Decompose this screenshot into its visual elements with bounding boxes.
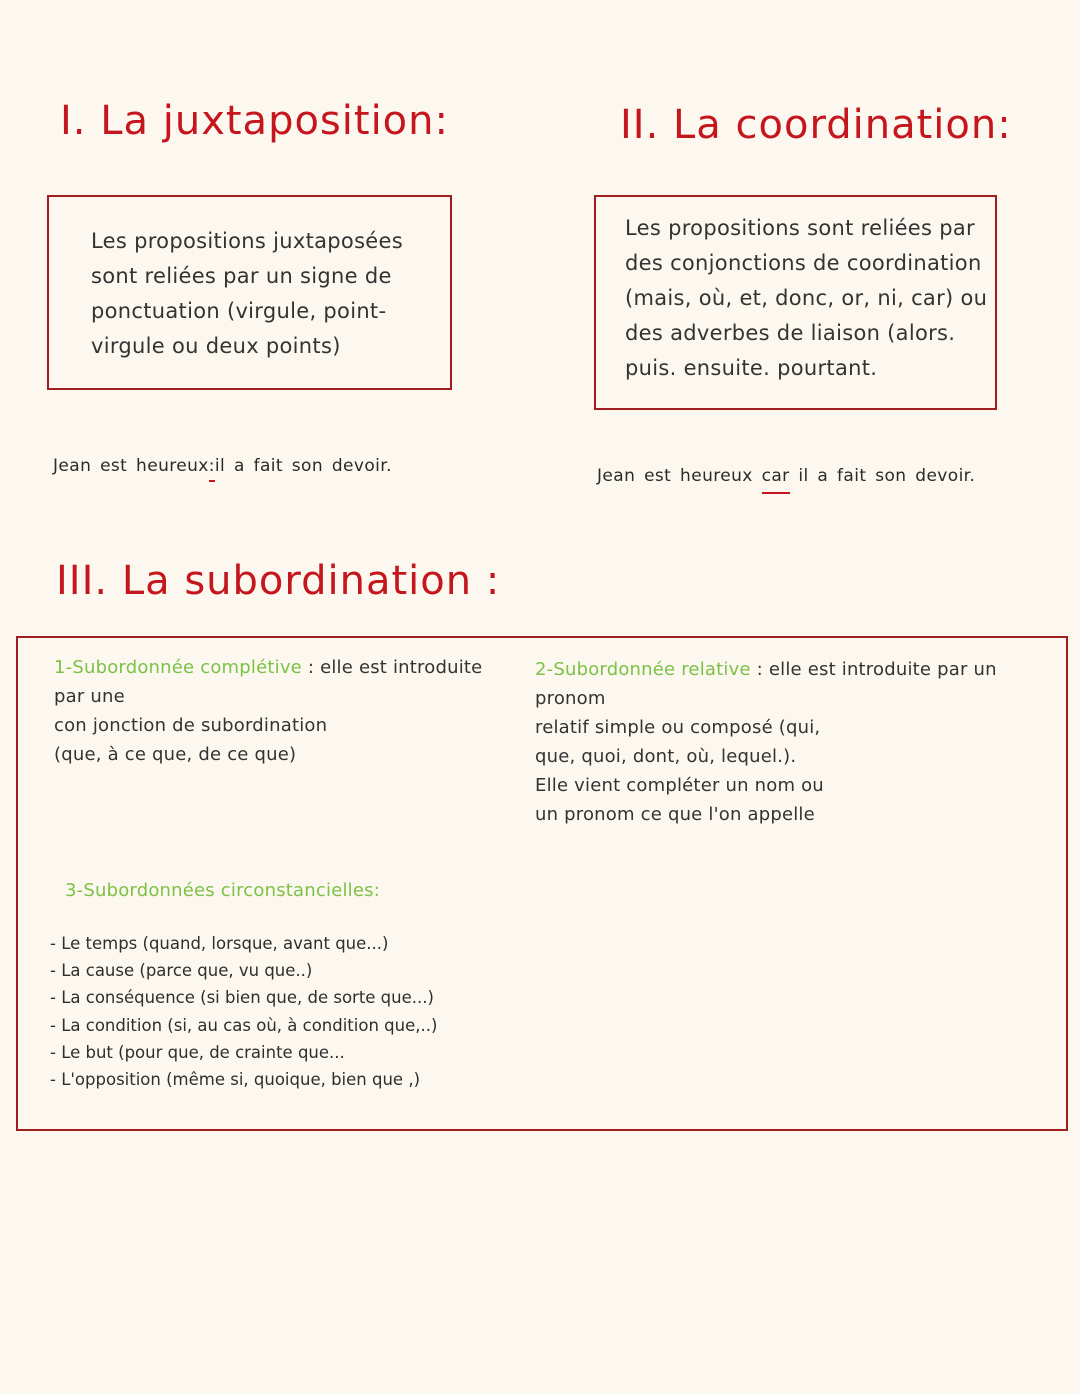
completive-text: (que, à ce que, de ce que): [54, 744, 297, 765]
coordination-definition: Les propositions sont reliées par des conjonctions de coordination (mais, où, et, donc, or, ni, car) ou des adverbes de liaison (alors. puis. ensuite. pourtant.: [625, 216, 988, 380]
circumstantial-label: 3-Subordonnées circonstancielles:: [65, 880, 380, 901]
section-title-subordination: III. La subordination :: [56, 558, 501, 604]
list-item: - La condition (si, au cas où, à condition que,..): [50, 1015, 438, 1035]
list-item: - La conséquence (si bien que, de sorte que...): [50, 988, 434, 1008]
relative-label: 2-Subordonnée relative: [535, 659, 751, 680]
list-item: - La cause (parce que, vu que..): [50, 961, 313, 981]
example-text-before: Jean est heureux: [53, 456, 209, 476]
example-text-after: il a fait son devoir.: [789, 466, 976, 486]
list-item: - Le temps (quand, lorsque, avant que...): [50, 934, 389, 953]
juxtaposition-example: [53, 456, 392, 482]
circumstantial-list: [50, 930, 437, 1093]
juxtaposition-definition: Les propositions juxtaposées sont reliées par un signe de ponctuation (virgule, point-virgule ou deux points): [91, 229, 403, 358]
completive-text: par une: [54, 686, 125, 707]
coordination-example: [597, 466, 975, 494]
list-item: - L'opposition (même si, quoique, bien que ,): [50, 1070, 421, 1090]
section-title-coordination: II. La coordination:: [620, 102, 1012, 148]
completive-text: : elle est introduite: [301, 657, 483, 678]
relative-text: : elle est introduite par un pronom: [535, 659, 997, 709]
coordination-definition-box: [594, 195, 997, 410]
juxtaposition-definition-box: [47, 195, 452, 390]
juxtaposition-marker: :: [209, 456, 215, 482]
list-item: - Le but (pour que, de crainte que...: [50, 1042, 345, 1062]
relative-text: relatif simple ou composé (qui,: [535, 717, 821, 738]
relative-text: Elle vient compléter un nom ou: [535, 775, 824, 796]
example-text-after: il a fait son devoir.: [214, 456, 392, 476]
example-text-before: Jean est heureux: [597, 466, 762, 486]
completive-block: [54, 653, 484, 769]
relative-text: un pronom ce que l'on appelle: [535, 804, 815, 825]
completive-label: 1-Subordonnée complétive: [54, 657, 302, 678]
coordination-marker: car: [762, 466, 790, 494]
relative-text: que, quoi, dont, où, lequel.).: [535, 746, 797, 767]
completive-text: con jonction de subordination: [54, 715, 328, 736]
relative-block: [535, 655, 1060, 829]
section-title-juxtaposition: I. La juxtaposition:: [60, 98, 449, 144]
